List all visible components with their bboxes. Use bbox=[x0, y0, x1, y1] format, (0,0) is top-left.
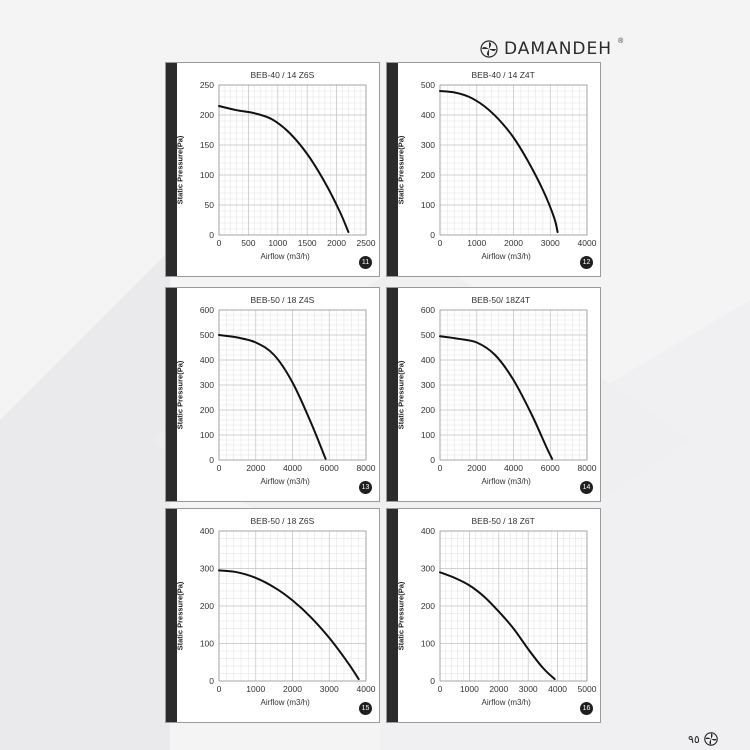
chart-panel-16 bbox=[386, 508, 601, 723]
chart-title: BEB-40 / 14 Z4T bbox=[471, 70, 535, 80]
y-tick-label: 100 bbox=[199, 430, 214, 440]
x-tick-label: 5000 bbox=[577, 684, 597, 694]
y-tick-label: 600 bbox=[199, 305, 214, 315]
performance-curve bbox=[440, 336, 552, 459]
y-axis-label: Static Pressure(Pa) bbox=[175, 360, 185, 429]
x-axis-label: Airflow (m3/h) bbox=[481, 477, 531, 486]
y-tick-label: 400 bbox=[420, 110, 435, 120]
x-tick-label: 8000 bbox=[577, 463, 597, 473]
figure-number-badge: 11 bbox=[359, 256, 372, 269]
x-tick-label: 1000 bbox=[268, 238, 288, 248]
y-axis-label: Static Pressure(Pa) bbox=[396, 581, 406, 650]
y-axis-label: Static Pressure(Pa) bbox=[396, 135, 406, 204]
x-tick-label: 4000 bbox=[283, 463, 302, 473]
x-tick-label: 0 bbox=[216, 684, 222, 694]
y-tick-label: 300 bbox=[199, 380, 214, 390]
x-axis-label: Airflow (m3/h) bbox=[481, 698, 531, 707]
y-tick-label: 0 bbox=[430, 455, 435, 465]
y-tick-label: 100 bbox=[420, 430, 435, 440]
chart-title: BEB-50/ 18Z4T bbox=[471, 295, 531, 305]
y-tick-label: 50 bbox=[204, 200, 214, 210]
fan-icon bbox=[704, 732, 718, 746]
chart-svg bbox=[387, 63, 601, 277]
y-tick-label: 100 bbox=[199, 638, 214, 649]
x-tick-label: 0 bbox=[216, 463, 222, 473]
x-tick-label: 6000 bbox=[540, 463, 560, 473]
y-tick-label: 0 bbox=[430, 230, 435, 240]
x-tick-label: 2000 bbox=[246, 463, 266, 473]
y-axis-label: Static Pressure(Pa) bbox=[175, 581, 185, 650]
x-tick-label: 4000 bbox=[548, 684, 568, 694]
x-axis-label: Airflow (m3/h) bbox=[260, 698, 310, 707]
x-tick-label: 6000 bbox=[319, 463, 339, 473]
y-axis-label: Static Pressure(Pa) bbox=[396, 360, 406, 429]
chart-title: BEB-40 / 14 Z6S bbox=[250, 70, 315, 80]
y-tick-label: 300 bbox=[420, 563, 435, 574]
figure-number-badge: 14 bbox=[580, 481, 593, 494]
x-tick-label: 1500 bbox=[297, 238, 317, 248]
chart-svg bbox=[166, 288, 380, 502]
brand-logo bbox=[480, 38, 623, 60]
chart-panel-14 bbox=[386, 287, 601, 502]
chart-panel-11 bbox=[165, 62, 380, 277]
figure-number-badge: 15 bbox=[359, 702, 372, 715]
x-tick-label: 1000 bbox=[246, 684, 266, 694]
chart-svg bbox=[387, 288, 601, 502]
x-tick-label: 3000 bbox=[518, 684, 538, 694]
x-tick-label: 4000 bbox=[577, 238, 597, 248]
y-tick-label: 400 bbox=[199, 355, 214, 365]
fan-logo-icon bbox=[480, 40, 498, 58]
chart-svg bbox=[166, 63, 380, 277]
y-tick-label: 100 bbox=[420, 638, 435, 649]
figure-number-badge: 16 bbox=[580, 702, 593, 715]
y-tick-label: 400 bbox=[420, 355, 435, 365]
y-tick-label: 100 bbox=[420, 200, 435, 210]
y-tick-label: 0 bbox=[209, 676, 214, 686]
plot-frame bbox=[219, 85, 366, 235]
x-axis-label: Airflow (m3/h) bbox=[481, 252, 531, 261]
x-tick-label: 2000 bbox=[467, 463, 487, 473]
y-tick-label: 200 bbox=[199, 110, 214, 120]
y-tick-label: 200 bbox=[420, 405, 435, 415]
figure-number-badge: 13 bbox=[359, 481, 372, 494]
registered-mark: ® bbox=[618, 38, 624, 45]
chart-panel-13 bbox=[165, 287, 380, 502]
y-tick-label: 100 bbox=[199, 170, 214, 180]
y-tick-label: 300 bbox=[420, 380, 435, 390]
x-tick-label: 3000 bbox=[540, 238, 560, 248]
y-tick-label: 200 bbox=[199, 601, 214, 611]
x-tick-label: 0 bbox=[437, 463, 443, 473]
x-tick-label: 4000 bbox=[504, 463, 523, 473]
chart-title: BEB-50 / 18 Z4S bbox=[250, 295, 315, 305]
x-tick-label: 2500 bbox=[356, 238, 376, 248]
x-tick-label: 0 bbox=[437, 238, 443, 248]
y-tick-label: 200 bbox=[420, 601, 435, 611]
x-tick-label: 2000 bbox=[327, 238, 347, 248]
y-tick-label: 300 bbox=[420, 140, 435, 150]
y-axis-label: Static Pressure(Pa) bbox=[175, 135, 185, 204]
y-tick-label: 0 bbox=[430, 676, 435, 686]
x-tick-label: 4000 bbox=[356, 684, 376, 694]
y-tick-label: 600 bbox=[420, 305, 435, 315]
y-tick-label: 500 bbox=[199, 330, 214, 340]
chart-svg bbox=[387, 509, 601, 723]
y-tick-label: 200 bbox=[420, 170, 435, 180]
chart-panel-12 bbox=[386, 62, 601, 277]
x-tick-label: 0 bbox=[216, 238, 222, 248]
chart-title: BEB-50 / 18 Z6T bbox=[471, 516, 535, 526]
y-tick-label: 0 bbox=[209, 230, 214, 240]
performance-curve bbox=[219, 570, 359, 679]
x-tick-label: 0 bbox=[437, 684, 443, 694]
x-tick-label: 1000 bbox=[467, 238, 487, 248]
x-tick-label: 1000 bbox=[459, 684, 479, 694]
y-tick-label: 0 bbox=[209, 455, 214, 465]
y-tick-label: 200 bbox=[199, 405, 214, 415]
page-number bbox=[688, 732, 718, 746]
chart-title: BEB-50 / 18 Z6S bbox=[250, 516, 315, 526]
y-tick-label: 150 bbox=[199, 140, 214, 150]
x-tick-label: 2000 bbox=[504, 238, 523, 248]
figure-number-badge: 12 bbox=[580, 256, 593, 269]
y-tick-label: 500 bbox=[420, 330, 435, 340]
chart-panel-15 bbox=[165, 508, 380, 723]
brand-name: DAMANDEH bbox=[504, 39, 613, 59]
y-tick-label: 250 bbox=[199, 80, 214, 90]
y-tick-label: 500 bbox=[420, 80, 435, 90]
chart-svg bbox=[166, 509, 380, 723]
x-axis-label: Airflow (m3/h) bbox=[260, 477, 310, 486]
performance-curve bbox=[440, 572, 555, 679]
x-tick-label: 2000 bbox=[489, 684, 509, 694]
y-tick-label: 300 bbox=[199, 563, 214, 574]
y-tick-label: 400 bbox=[199, 526, 214, 536]
y-tick-label: 400 bbox=[420, 526, 435, 536]
x-axis-label: Airflow (m3/h) bbox=[260, 252, 310, 261]
x-tick-label: 8000 bbox=[356, 463, 376, 473]
x-tick-label: 500 bbox=[241, 238, 256, 248]
x-tick-label: 2000 bbox=[283, 684, 302, 694]
page-number-text: ٩٥ bbox=[688, 732, 700, 746]
x-tick-label: 3000 bbox=[319, 684, 339, 694]
